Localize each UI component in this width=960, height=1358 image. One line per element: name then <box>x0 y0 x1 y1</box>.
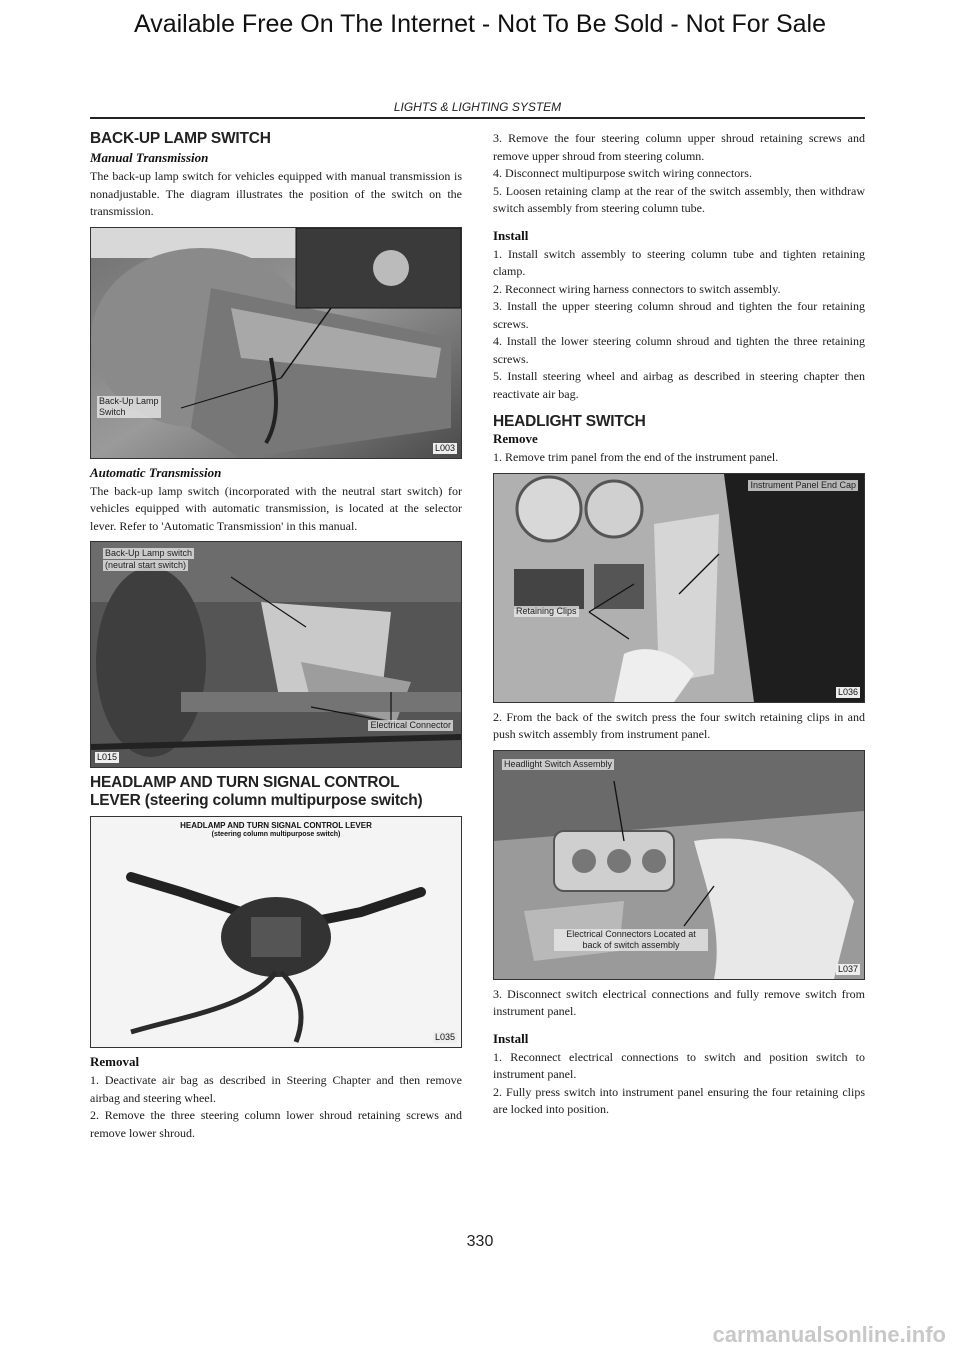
fig3-title-1: HEADLAMP AND TURN SIGNAL CONTROL LEVER <box>180 821 372 830</box>
step-3: 3. Remove the four steering column upper shroud retaining screws and remove upper shroud from steering column. <box>493 131 865 163</box>
install-step-5: 5. Install steering wheel and airbag as described in steering chapter then reactivate air bag. <box>493 369 865 401</box>
running-head: LIGHTS & LIGHTING SYSTEM <box>393 100 562 114</box>
fig4-code: L036 <box>837 686 858 697</box>
manual-subtitle: Manual Transmission <box>90 150 209 165</box>
header-rule <box>90 117 865 119</box>
transmission-photo <box>90 227 462 459</box>
fig2-code: L015 <box>97 752 118 762</box>
auto-text: The back-up lamp switch (incorporated with the neutral start switch) for vehicles equipped with automatic transmission, is located at the selector lever. Refer to 'Automatic Transmission' in this manual. <box>90 483 462 533</box>
step-4: 4. Disconnect multipurpose switch wiring connectors. <box>493 166 752 180</box>
removal-step-2: 2. Remove the three steering column lower shroud retaining screws and remove lower shroud. <box>90 1108 462 1140</box>
backup-title: BACK-UP LAMP SWITCH <box>90 130 271 147</box>
install-title: Install <box>493 227 529 243</box>
install2-title: Install <box>493 1030 529 1046</box>
install-step-4: 4. Install the lower steering column shroud and tighten the three retaining screws. <box>493 334 865 366</box>
fig5-code: L037 <box>837 963 858 974</box>
remove-step-3: 3. Disconnect switch electrical connections and fully remove switch from instrument panel. <box>493 986 865 1018</box>
fig5-caption-2: Electrical Connectors Located at back of switch assembly <box>554 929 708 951</box>
headlamp-title-1: HEADLAMP AND TURN SIGNAL CONTROL <box>90 774 400 791</box>
fig2-caption-1: Back-Up Lamp switch <box>105 548 193 558</box>
fig3-code: L035 <box>434 1032 455 1042</box>
install-step-3: 3. Install the upper steering column shroud and tighten the four retaining screws. <box>493 299 865 331</box>
fig5-caption-1: Headlight Switch Assembly <box>504 758 613 769</box>
step-5: 5. Loosen retaining clamp at the rear of the switch assembly, then withdraw switch assembly from steering column tube. <box>493 183 865 215</box>
fig2-caption-3: Electrical Connector <box>370 720 451 730</box>
fig2-caption-2: (neutral start switch) <box>105 560 187 570</box>
headlight-switch-title: HEADLIGHT SWITCH <box>493 413 646 430</box>
fig3-title-2: (steering column multipurpose switch) <box>211 831 341 838</box>
banner: Available Free On The Internet - Not To Be Sold - Not For Sale <box>133 10 827 38</box>
remove-title: Remove <box>493 431 538 446</box>
install-step-2: 2. Reconnect wiring harness connectors to switch assembly. <box>493 281 781 296</box>
fig1-code: L003 <box>434 442 455 453</box>
fig4-caption-1: Instrument Panel End Cap <box>750 479 856 490</box>
remove-step-1: 1. Remove trim panel from the end of the instrument panel. <box>493 450 779 464</box>
remove-step-2: 2. From the back of the switch press the four switch retaining clips in and push switch assembly from instrument panel. <box>493 709 865 741</box>
left-column <box>90 130 462 1142</box>
auto-subtitle: Automatic Transmission <box>90 464 222 480</box>
headlight-switch-photo <box>493 750 865 980</box>
page-number: 330 <box>466 1233 494 1250</box>
removal-title: Removal <box>90 1054 140 1069</box>
end-cap-photo <box>493 473 865 703</box>
install-step-1: 1. Install switch assembly to steering column tube and tighten retaining clamp. <box>493 246 865 278</box>
headlamp-title-2: LEVER (steering column multipurpose switch) <box>90 792 423 809</box>
right-column <box>493 130 865 1119</box>
multipurpose-switch-photo <box>90 816 462 1048</box>
install2-step-2: 2. Fully press switch into instrument panel ensuring the four retaining clips are locked into position. <box>493 1084 865 1116</box>
install2-step-1: 1. Reconnect electrical connections to switch and position switch to instrument panel. <box>493 1049 865 1081</box>
selector-photo <box>90 541 462 768</box>
removal-step-1: 1. Deactivate air bag as described in Steering Chapter and then remove airbag and steering wheel. <box>90 1073 462 1105</box>
footer-watermark: carmanualsonline.info <box>712 1322 946 1347</box>
fig1-caption: Back-Up Lamp Switch <box>97 396 161 418</box>
manual-text: The back-up lamp switch for vehicles equipped with manual transmission is nonadjustable. The diagram illustrates the position of the switch on the transmission. <box>90 169 462 218</box>
fig4-caption-2: Retaining Clips <box>516 605 577 616</box>
